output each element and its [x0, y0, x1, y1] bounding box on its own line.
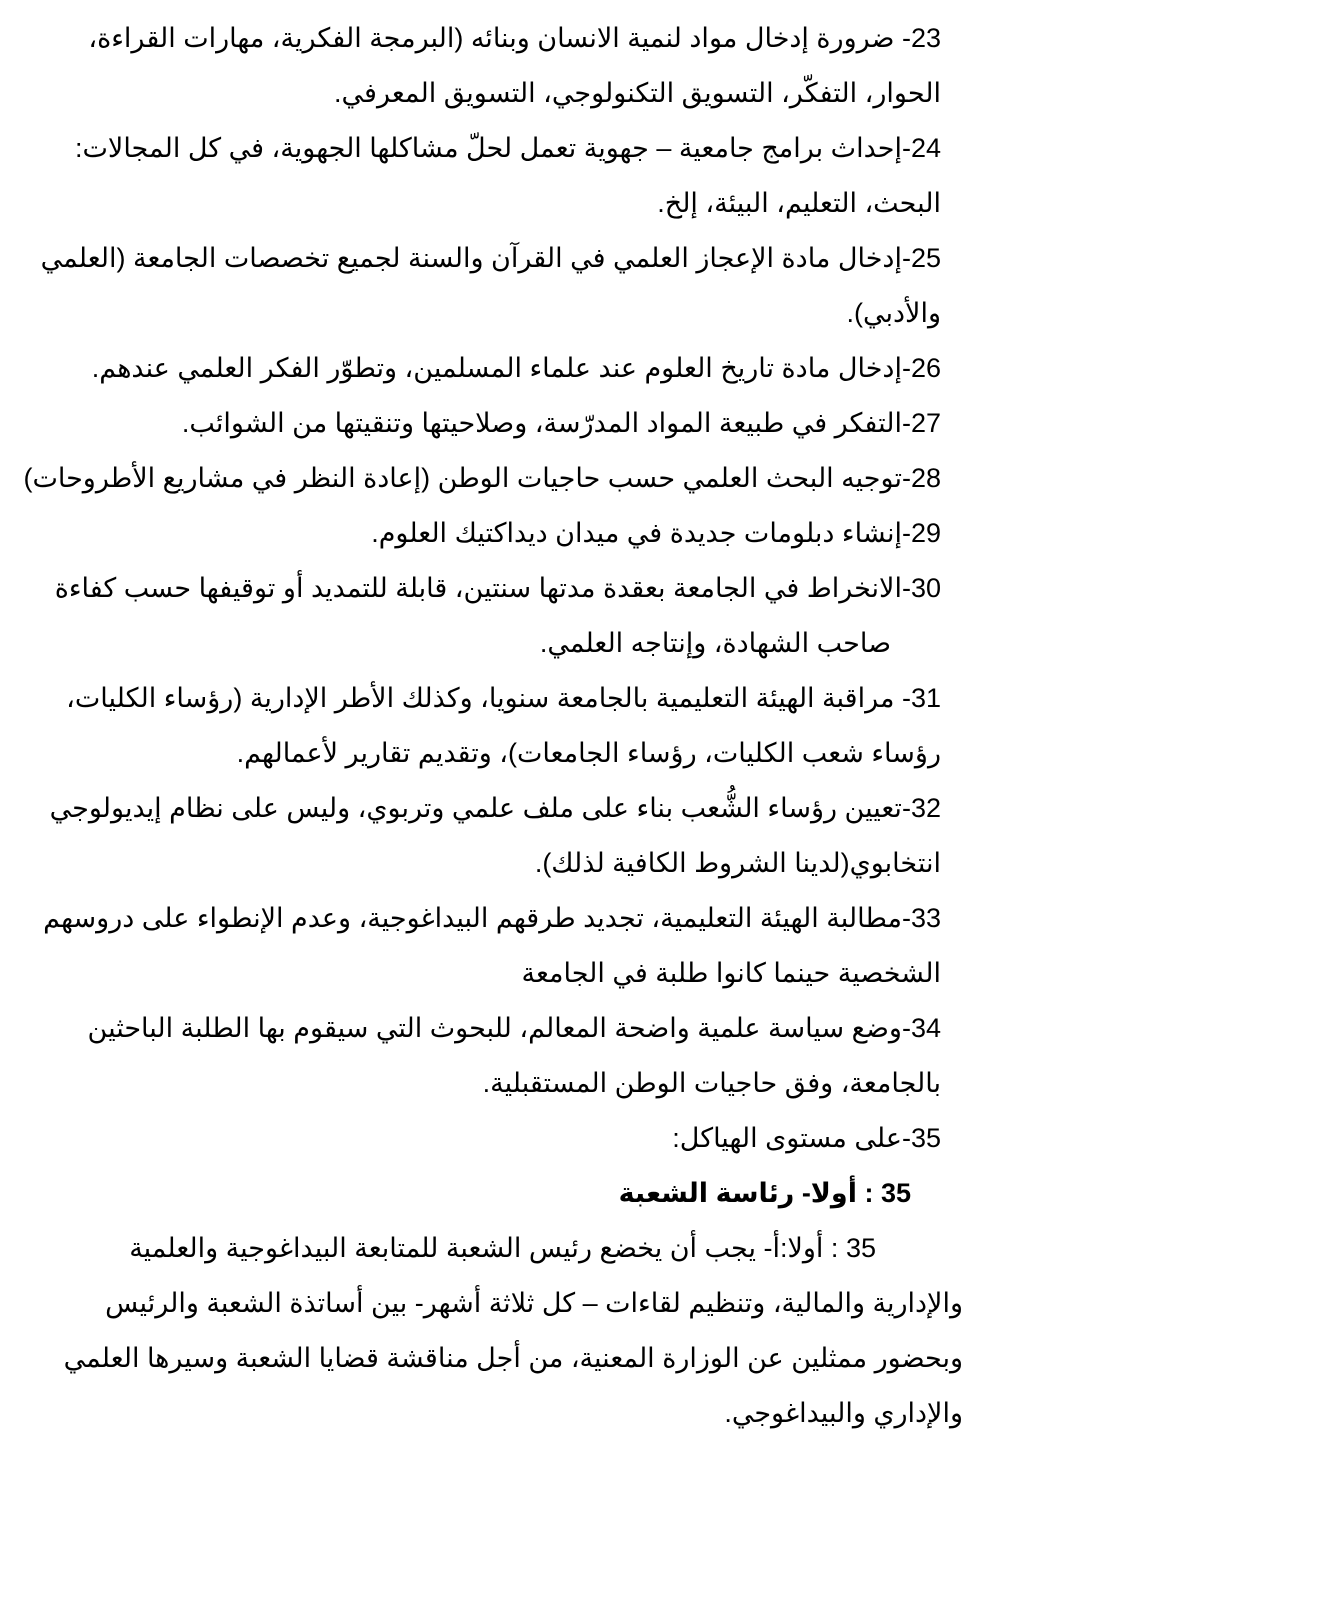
- item-23-line-2: الحوار، التفكّر، التسويق التكنولوجي، التسويق المعرفي.: [334, 78, 941, 108]
- item-35a-line-2: والإدارية والمالية، وتنظيم لقاءات – كل ثلاثة أشهر- بين أساتذة الشعبة والرئيس: [105, 1288, 963, 1318]
- item-32-line-1: 32-تعيين رؤساء الشُّعب بناء على ملف علمي وتربوي، وليس على نظام إيديولوجي: [49, 793, 941, 823]
- item-35a-line-1: 35 : أولا:أ- يجب أن يخضع رئيس الشعبة للمتابعة البيداغوجية والعلمية: [129, 1233, 876, 1263]
- item-33-line-2: الشخصية حينما كانوا طلبة في الجامعة: [521, 958, 941, 988]
- item-24-line-1: 24-إحداث برامج جامعية – جهوية تعمل لحلّ مشاكلها الجهوية، في كل المجالات:: [75, 133, 941, 163]
- item-25-line-1: 25-إدخال مادة الإعجاز العلمي في القرآن والسنة لجميع تخصصات الجامعة (العلمي: [40, 243, 941, 273]
- item-31-line-1: 31- مراقبة الهيئة التعليمية بالجامعة سنويا، وكذلك الأطر الإدارية (رؤساء الكليات،: [66, 683, 941, 713]
- item-25-line-2: والأدبي).: [846, 298, 941, 328]
- item-27: 27-التفكر في طبيعة المواد المدرّسة، وصلاحيتها وتنقيتها من الشوائب.: [181, 408, 941, 438]
- item-30-line-2: صاحب الشهادة، وإنتاجه العلمي.: [539, 628, 891, 658]
- item-32-line-2: انتخابوي(لدينا الشروط الكافية لذلك).: [534, 848, 941, 878]
- item-35-heading: 35-على مستوى الهياكل:: [672, 1123, 941, 1153]
- item-26: 26-إدخال مادة تاريخ العلوم عند علماء المسلمين، وتطوّر الفكر العلمي عندهم.: [91, 353, 941, 383]
- section-heading-department-presidency: 35 : أولا- رئاسة الشعبة: [618, 1178, 911, 1208]
- item-31-line-2: رؤساء شعب الكليات، رؤساء الجامعات)، وتقديم تقارير لأعمالهم.: [236, 738, 941, 768]
- item-30-line-1: 30-الانخراط في الجامعة بعقدة مدتها سنتين، قابلة للتمديد أو توقيفها حسب كفاءة: [54, 573, 941, 603]
- item-28: 28-توجيه البحث العلمي حسب حاجيات الوطن (إعادة النظر في مشاريع الأطروحات): [23, 463, 941, 493]
- item-24-line-2: البحث، التعليم، البيئة، إلخ.: [657, 188, 941, 218]
- item-23-line-1: 23- ضرورة إدخال مواد لنمية الانسان وبنائه (البرمجة الفكرية، مهارات القراءة،: [88, 23, 941, 53]
- item-34-line-1: 34-وضع سياسة علمية واضحة المعالم، للبحوث التي سيقوم بها الطلبة الباحثين: [87, 1013, 941, 1043]
- item-29: 29-إنشاء دبلومات جديدة في ميدان ديداكتيك العلوم.: [371, 518, 941, 548]
- item-35a-line-4: والإداري والبيداغوجي.: [724, 1398, 963, 1428]
- item-35a-line-3: وبحضور ممثلين عن الوزارة المعنية، من أجل مناقشة قضايا الشعبة وسيرها العلمي: [63, 1343, 963, 1373]
- item-34-line-2: بالجامعة، وفق حاجيات الوطن المستقبلية.: [482, 1068, 941, 1098]
- item-33-line-1: 33-مطالبة الهيئة التعليمية، تجديد طرقهم البيداغوجية، وعدم الإنطواء على دروسهم: [43, 903, 941, 933]
